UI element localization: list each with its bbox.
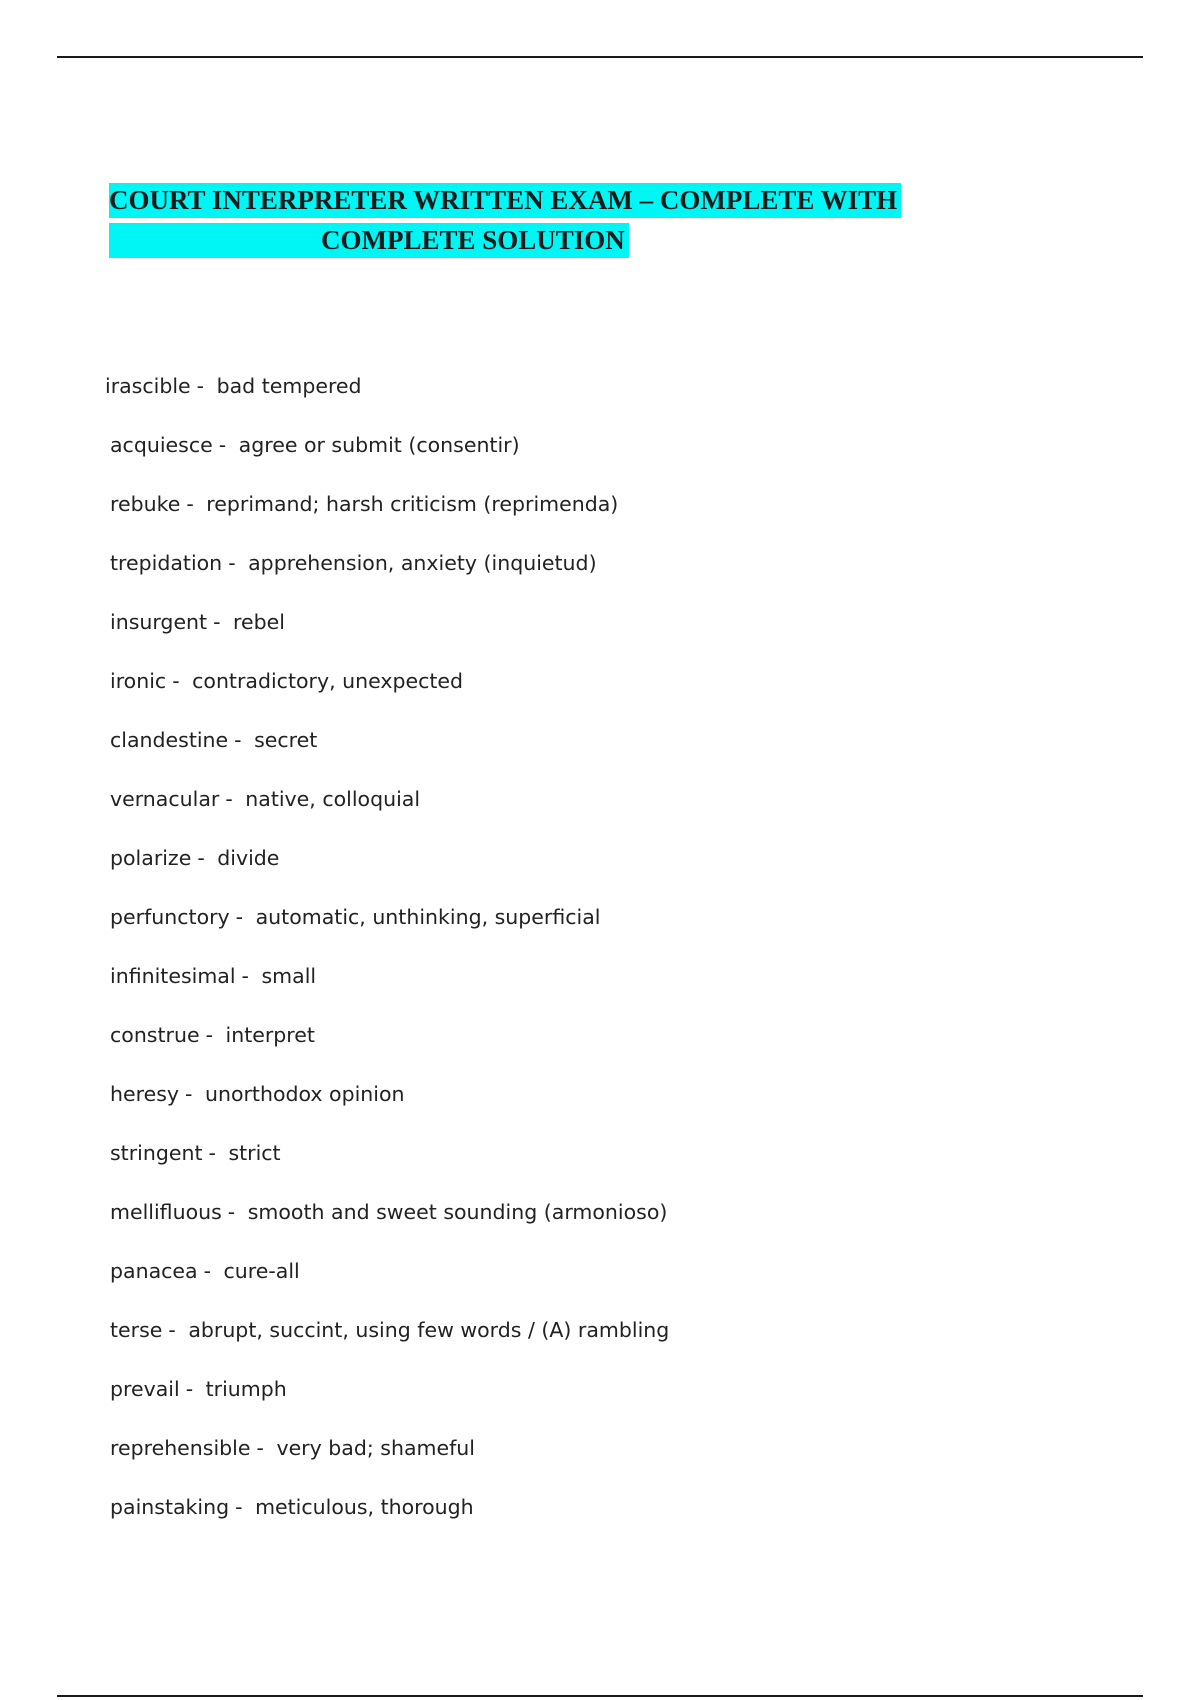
term: prevail <box>110 1377 180 1401</box>
separator: - <box>225 787 233 811</box>
definition: rebel <box>233 610 285 634</box>
term: clandestine <box>110 728 229 752</box>
vocab-entry <box>110 1196 669 1255</box>
separator: - <box>256 1436 264 1460</box>
separator: - <box>185 1082 193 1106</box>
definition: agree or submit (consentir) <box>238 433 520 457</box>
title-line-1: COURT INTERPRETER WRITTEN EXAM – COMPLETE WITH <box>109 180 949 220</box>
term: rebuke <box>110 492 181 516</box>
term: heresy <box>110 1082 180 1106</box>
separator: - <box>235 905 244 929</box>
footer-rule <box>57 1695 1143 1697</box>
term: insurgent <box>110 610 208 634</box>
definition: secret <box>254 728 318 752</box>
separator: - <box>208 1141 216 1165</box>
vocab-entry <box>110 842 669 901</box>
term: acquiesce <box>110 433 213 457</box>
term: stringent <box>110 1141 203 1165</box>
vocab-entry <box>110 724 669 783</box>
separator: - <box>172 669 180 693</box>
term: trepidation <box>110 551 223 575</box>
term: infinitesimal <box>110 964 236 988</box>
definition: smooth and sweet sounding (armonioso) <box>247 1200 668 1224</box>
definition: divide <box>217 846 280 870</box>
term: panacea <box>110 1259 198 1283</box>
term: irascible <box>105 374 191 398</box>
vocab-entry <box>110 606 669 665</box>
definition: apprehension, anxiety (inquietud) <box>248 551 597 575</box>
definition: triumph <box>205 1377 287 1401</box>
separator: - <box>168 1318 176 1342</box>
vocab-entry <box>110 960 669 1019</box>
title-line-2: COMPLETE SOLUTION <box>109 220 949 260</box>
vocab-entry <box>110 665 669 724</box>
term: painstaking <box>110 1495 230 1519</box>
term: perfunctory <box>110 905 230 929</box>
vocab-entry <box>110 547 669 606</box>
definition: bad tempered <box>216 374 362 398</box>
vocab-entry <box>110 1019 669 1078</box>
vocab-entry <box>110 1314 669 1373</box>
term: construe <box>110 1023 200 1047</box>
definition: interpret <box>225 1023 315 1047</box>
vocab-entry <box>110 1255 669 1314</box>
separator: - <box>241 964 249 988</box>
vocab-entry <box>110 1432 669 1491</box>
definition: meticulous, thorough <box>255 1495 474 1519</box>
separator: - <box>218 433 227 457</box>
vocab-entry <box>110 1491 669 1550</box>
separator: - <box>228 551 236 575</box>
separator: - <box>235 1495 243 1519</box>
definition: small <box>261 964 317 988</box>
definition: very bad; shameful <box>276 1436 475 1460</box>
term: ironic <box>110 669 167 693</box>
definition: native, colloquial <box>245 787 421 811</box>
term: mellifluous <box>110 1200 222 1224</box>
definition: cure-all <box>223 1259 300 1283</box>
separator: - <box>227 1200 236 1224</box>
header-rule <box>57 56 1143 58</box>
separator: - <box>203 1259 211 1283</box>
definition: abrupt, succint, using few words / (A) rambling <box>188 1318 670 1342</box>
definition: contradictory, unexpected <box>192 669 464 693</box>
separator: - <box>196 374 205 398</box>
vocab-entry <box>110 429 669 488</box>
vocab-entry <box>110 901 669 960</box>
vocab-entry <box>110 1078 669 1137</box>
term: reprehensible <box>110 1436 251 1460</box>
vocab-entry <box>110 1137 669 1196</box>
separator: - <box>213 610 221 634</box>
vocab-entry <box>110 488 669 547</box>
page-title <box>109 180 949 260</box>
term: terse <box>110 1318 163 1342</box>
separator: - <box>197 846 205 870</box>
definition: automatic, unthinking, superficial <box>255 905 601 929</box>
term: polarize <box>110 846 192 870</box>
vocab-entry <box>110 1373 669 1432</box>
separator: - <box>185 1377 194 1401</box>
separator: - <box>205 1023 213 1047</box>
separator: - <box>186 492 194 516</box>
definition: strict <box>228 1141 281 1165</box>
definition: unorthodox opinion <box>204 1082 405 1106</box>
term: vernacular <box>110 787 220 811</box>
vocab-entry <box>105 370 669 429</box>
separator: - <box>234 728 242 752</box>
definition: reprimand; harsh criticism (reprimenda) <box>206 492 619 516</box>
vocabulary-list <box>105 370 670 1550</box>
vocab-entry <box>110 783 669 842</box>
